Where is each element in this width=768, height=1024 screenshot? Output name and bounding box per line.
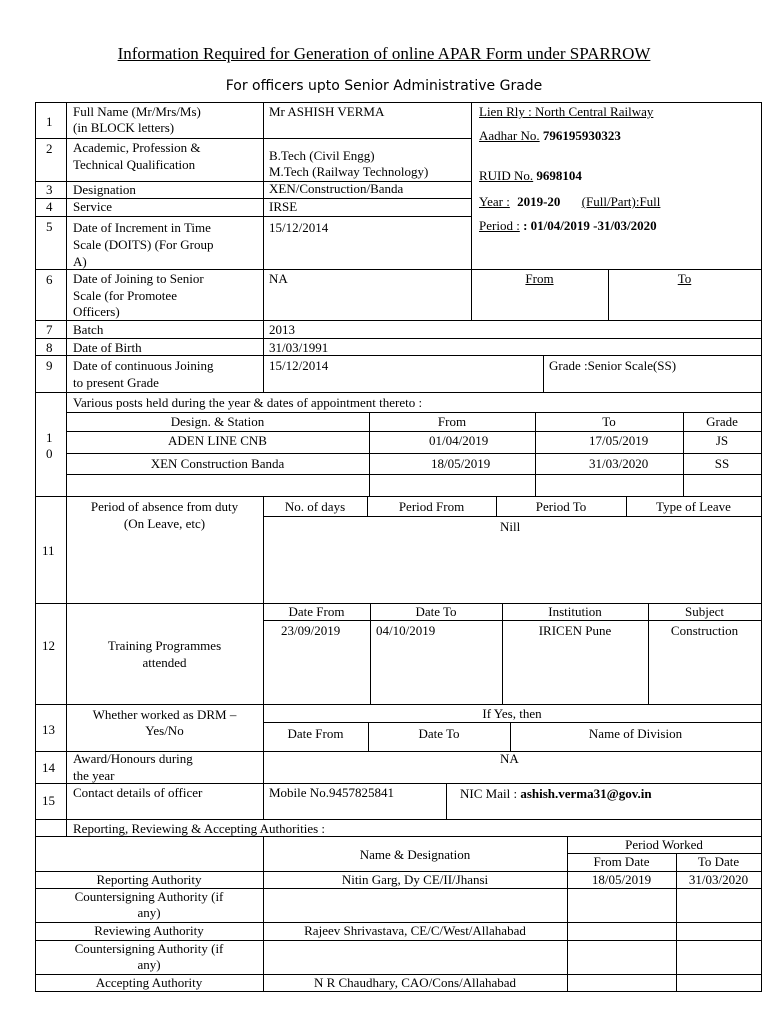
row-number: 12	[42, 638, 55, 653]
training-col-from: Date From	[288, 604, 345, 619]
senior-scale-from-header: From	[525, 271, 554, 286]
qualification-value-1: B.Tech (Civil Engg)	[269, 148, 375, 163]
lien-railway: Lien Rly : North Central Railway	[479, 104, 654, 119]
aadhar-label: Aadhar No.	[479, 128, 540, 143]
dob-value: 31/03/1991	[269, 340, 329, 355]
row-number: 2	[46, 141, 53, 156]
post-to: 17/05/2019	[589, 433, 649, 448]
dob-label: Date of Birth	[73, 340, 142, 355]
ruid-label: RUID No.	[479, 168, 534, 183]
contact-label: Contact details of officer	[73, 785, 203, 800]
service-label: Service	[73, 199, 112, 214]
training-label: Training Programmes	[107, 638, 222, 653]
ruid-value: 9698104	[536, 168, 582, 183]
present-grade-label-2: to present Grade	[73, 375, 159, 390]
accepting-authority-label: Accepting Authority	[95, 975, 203, 990]
countersigning-authority-label: Countersigning Authority (if	[74, 941, 224, 956]
countersigning-authority-label: Countersigning Authority (if	[74, 889, 224, 904]
drm-if-yes: If Yes, then	[482, 706, 542, 721]
doits-label-3: A)	[73, 254, 87, 269]
row-number: 6	[46, 272, 53, 287]
training-label-2: attended	[142, 655, 187, 670]
row-number: 11	[42, 543, 55, 558]
awards-value: NA	[500, 751, 519, 766]
mobile-number: Mobile No.9457825841	[269, 785, 394, 800]
posts-col-to: To	[602, 414, 616, 429]
row-number: 13	[42, 722, 55, 737]
qualification-value-2: M.Tech (Railway Technology)	[269, 164, 429, 179]
row-number: 7	[46, 322, 53, 337]
period-row	[479, 218, 657, 234]
senior-scale-to-header: To	[677, 271, 692, 286]
post-station: ADEN LINE CNB	[168, 433, 267, 448]
qualification-label: Academic, Profession &	[73, 140, 201, 155]
absence-label-2: (On Leave, etc)	[123, 516, 206, 531]
training-subject-value: Construction	[670, 623, 739, 638]
reporting-authority-name: Nitin Garg, Dy CE/II/Jhansi	[341, 872, 489, 887]
full-name-label: Full Name (Mr/Mrs/Ms)	[73, 104, 201, 119]
training-col-subject: Subject	[685, 604, 724, 619]
absence-col-to: Period To	[535, 499, 587, 514]
designation-label: Designation	[73, 182, 136, 197]
to-date-header: To Date	[697, 854, 740, 869]
row-number: 4	[46, 199, 53, 214]
post-grade: JS	[715, 433, 729, 448]
year-row	[479, 194, 660, 210]
present-grade-value: Grade :Senior Scale(SS)	[549, 358, 677, 373]
service-value: IRSE	[269, 199, 298, 214]
period-value: : 01/04/2019 -31/03/2020	[523, 218, 657, 233]
drm-label: Whether worked as DRM –	[92, 707, 237, 722]
year-label: Year :	[479, 194, 510, 209]
senior-scale-label-2: Scale (for Promotee	[73, 288, 177, 303]
period-worked-header: Period Worked	[625, 837, 703, 852]
awards-label-2: the year	[73, 768, 115, 783]
year-value: 2019-20	[517, 194, 561, 209]
accepting-authority-name: N R Chaudhary, CAO/Cons/Allahabad	[313, 975, 517, 990]
post-from: 18/05/2019	[431, 456, 491, 471]
post-station: XEN Construction Banda	[150, 456, 285, 471]
doits-label-2: Scale (DOITS) (For Group	[73, 237, 214, 252]
row-number: 1	[46, 114, 53, 129]
aadhar-value: 796195930323	[542, 128, 621, 143]
countersigning-authority-label-2: any)	[137, 957, 161, 972]
authorities-heading: Reporting, Reviewing & Accepting Authorities :	[73, 821, 326, 836]
reporting-authority-label: Reporting Authority	[96, 872, 202, 887]
qualification-label-sub: Technical Qualification	[73, 157, 196, 172]
post-grade: SS	[714, 456, 730, 471]
drm-col-to: Date To	[418, 726, 460, 741]
nic-mail-label: NIC Mail :	[460, 786, 518, 801]
full-part-value: (Full/Part):Full	[581, 194, 661, 209]
senior-scale-label-3: Officers)	[73, 304, 120, 319]
awards-label: Award/Honours during	[73, 751, 193, 766]
training-from-value: 23/09/2019	[281, 623, 341, 638]
countersigning-authority-label-2: any)	[137, 905, 161, 920]
reviewing-authority-label: Reviewing Authority	[94, 923, 204, 938]
drm-col-division: Name of Division	[588, 726, 683, 741]
posts-col-station: Design. & Station	[170, 414, 265, 429]
batch-label: Batch	[73, 322, 104, 337]
form-subtitle: For officers upto Senior Administrative Grade	[225, 78, 543, 94]
training-col-institution: Institution	[548, 604, 602, 619]
nic-mail-value: ashish.verma31@gov.in	[520, 786, 652, 801]
posts-col-from: From	[437, 414, 467, 429]
present-grade-joining-value: 15/12/2014	[269, 358, 329, 373]
row-number: 8	[46, 340, 53, 355]
from-date-header: From Date	[593, 854, 650, 869]
senior-scale-value: NA	[269, 271, 288, 286]
batch-value: 2013	[269, 322, 295, 337]
posts-held-heading: Various posts held during the year & dates of appointment thereto :	[73, 395, 423, 410]
name-designation-header: Name & Designation	[359, 847, 471, 862]
full-name-label-sub: (in BLOCK letters)	[73, 120, 175, 135]
absence-value: Nill	[500, 519, 521, 534]
row-number: 14	[42, 760, 55, 775]
training-col-to: Date To	[415, 604, 457, 619]
reporting-to-date: 31/03/2020	[688, 872, 749, 887]
row-number: 0	[46, 446, 53, 461]
period-label: Period :	[479, 218, 520, 233]
nic-mail-row	[460, 786, 652, 802]
training-institution-value: IRICEN Pune	[538, 623, 612, 638]
doits-value: 15/12/2014	[269, 220, 329, 235]
drm-col-from: Date From	[287, 726, 344, 741]
absence-col-type: Type of Leave	[656, 499, 731, 514]
full-name-value: Mr ASHISH VERMA	[269, 104, 385, 119]
posts-col-grade: Grade	[706, 414, 738, 429]
reviewing-authority-name: Rajeev Shrivastava, CE/C/West/Allahabad	[304, 923, 526, 938]
absence-col-days: No. of days	[284, 499, 346, 514]
post-to: 31/03/2020	[589, 456, 649, 471]
ruid-row	[479, 168, 582, 184]
senior-scale-label: Date of Joining to Senior	[73, 271, 204, 286]
present-grade-label: Date of continuous Joining	[73, 358, 214, 373]
aadhar-row	[479, 128, 621, 144]
absence-label: Period of absence from duty	[90, 499, 239, 514]
absence-col-from: Period From	[398, 499, 465, 514]
form-title: Information Required for Generation of online APAR Form under SPARROW	[117, 44, 651, 63]
training-to-value: 04/10/2019	[376, 623, 436, 638]
row-number: 3	[46, 182, 53, 197]
row-number: 5	[46, 219, 53, 234]
row-number: 9	[46, 358, 53, 373]
doits-label: Date of Increment in Time	[73, 220, 211, 235]
row-number: 15	[42, 793, 55, 808]
designation-value: XEN/Construction/Banda	[269, 181, 404, 196]
reporting-from-date: 18/05/2019	[591, 872, 652, 887]
drm-label-2: Yes/No	[145, 723, 184, 738]
post-from: 01/04/2019	[429, 433, 489, 448]
row-number: 1	[46, 430, 53, 445]
